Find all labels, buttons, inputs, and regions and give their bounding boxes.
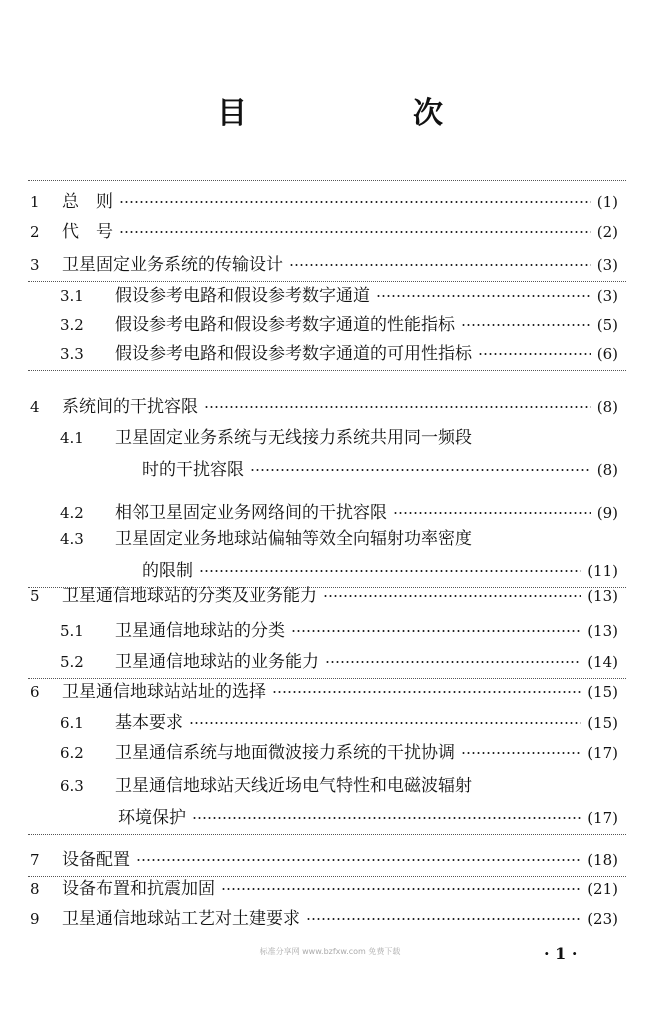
toc-entry-label: 卫星通信地球站的分类及业务能力 xyxy=(62,586,317,606)
toc-entry-page: (6) xyxy=(596,345,618,363)
dot-leader xyxy=(461,751,581,755)
dot-leader xyxy=(192,816,581,820)
dot-leader xyxy=(323,594,581,598)
toc-entry xyxy=(0,848,660,872)
toc-entry-label: 假设参考电路和假设参考数字通道的性能指标 xyxy=(115,315,455,335)
toc-entry-number: 3 xyxy=(30,256,40,274)
toc-entry xyxy=(0,680,660,704)
dot-leader xyxy=(221,887,581,891)
toc-entry-label: 卫星通信地球站的分类 xyxy=(115,621,285,641)
toc-entry-label: 卫星通信地球站站址的选择 xyxy=(62,682,266,702)
section-divider xyxy=(28,281,626,282)
dot-leader xyxy=(376,294,591,298)
toc-entry xyxy=(0,253,660,277)
toc-entry-label: 代 号 xyxy=(62,222,113,242)
toc-entry xyxy=(0,426,660,450)
toc-entry-page: (23) xyxy=(587,910,618,928)
toc-entry-number: 4.1 xyxy=(60,429,84,447)
toc-entry xyxy=(0,650,660,674)
toc-entry-number: 5.1 xyxy=(60,622,84,640)
toc-entry xyxy=(0,711,660,735)
toc-entry-number: 5.2 xyxy=(60,653,84,671)
section-divider xyxy=(28,834,626,835)
toc-entry-label: 假设参考电路和假设参考数字通道 xyxy=(115,286,370,306)
dot-leader xyxy=(306,917,581,921)
toc-entry xyxy=(0,313,660,337)
toc-entry-label: 设备布置和抗震加固 xyxy=(62,879,215,899)
toc-entry-number: 9 xyxy=(30,910,40,928)
toc-entry-number: 4.3 xyxy=(60,530,84,548)
toc-entry-number: 2 xyxy=(30,223,40,241)
toc-entry xyxy=(0,190,660,214)
toc-entry-page: (14) xyxy=(587,653,618,671)
toc-entry-page: (13) xyxy=(587,587,618,605)
toc-entry-label: 卫星固定业务地球站偏轴等效全向辐射功率密度 xyxy=(115,529,472,549)
toc-entry-page: (17) xyxy=(587,809,618,827)
section-divider xyxy=(28,678,626,679)
toc-entry xyxy=(0,527,660,551)
toc-entry-label: 卫星通信系统与地面微波接力系统的干扰协调 xyxy=(115,743,455,763)
toc-entry-page: (17) xyxy=(587,744,618,762)
toc-entry-continuation xyxy=(0,559,660,583)
toc-entry-number: 4 xyxy=(30,398,40,416)
dot-leader xyxy=(291,629,581,633)
toc-entry xyxy=(0,774,660,798)
toc-entry-number: 6.1 xyxy=(60,714,84,732)
dot-leader xyxy=(393,511,591,515)
toc-entry-number: 6 xyxy=(30,683,40,701)
dot-leader xyxy=(461,323,591,327)
dot-leader xyxy=(189,721,581,725)
toc-entry-label: 卫星固定业务系统的传输设计 xyxy=(62,255,283,275)
toc-entry-continuation xyxy=(0,458,660,482)
toc-entry-number: 3.2 xyxy=(60,316,84,334)
toc-entry-number: 3.1 xyxy=(60,287,84,305)
toc-entry-label: 系统间的干扰容限 xyxy=(62,397,198,417)
dot-leader xyxy=(136,858,581,862)
toc-entry-continuation xyxy=(0,806,660,830)
toc-title: 目 次 xyxy=(217,96,511,131)
toc-entry-label: 卫星通信地球站工艺对土建要求 xyxy=(62,909,300,929)
toc-entry xyxy=(0,907,660,931)
toc-entry-number: 1 xyxy=(30,193,40,211)
toc-entry xyxy=(0,342,660,366)
toc-entry-label: 卫星通信地球站的业务能力 xyxy=(115,652,319,672)
toc-entry xyxy=(0,284,660,308)
page-number: · 1 · xyxy=(544,944,578,963)
toc-entry-label: 相邻卫星固定业务网络间的干扰容限 xyxy=(115,503,387,523)
dot-leader xyxy=(325,660,581,664)
toc-entry-number: 7 xyxy=(30,851,40,869)
dot-leader xyxy=(119,230,591,234)
top-rule xyxy=(28,180,626,181)
toc-entry-page: (3) xyxy=(596,256,618,274)
toc-entry xyxy=(0,220,660,244)
toc-entry-label: 卫星通信地球站天线近场电气特性和电磁波辐射 xyxy=(115,776,472,796)
toc-entry-label: 总 则 xyxy=(62,192,113,212)
toc-entry-label-continued: 的限制 xyxy=(142,561,193,581)
toc-entry-label: 设备配置 xyxy=(62,850,130,870)
toc-entry xyxy=(0,877,660,901)
dot-leader xyxy=(250,468,591,472)
dot-leader xyxy=(478,352,591,356)
toc-entry xyxy=(0,395,660,419)
toc-entry-page: (18) xyxy=(587,851,618,869)
toc-entry-label-continued: 时的干扰容限 xyxy=(142,460,244,480)
toc-entry-page: (15) xyxy=(587,714,618,732)
toc-entry-page: (11) xyxy=(587,562,618,580)
toc-entry-number: 5 xyxy=(30,587,40,605)
toc-entry-number: 8 xyxy=(30,880,40,898)
toc-entry-label: 基本要求 xyxy=(115,713,183,733)
toc-entry-number: 6.3 xyxy=(60,777,84,795)
toc-entry xyxy=(0,584,660,608)
toc-entry-page: (2) xyxy=(596,223,618,241)
toc-entry-label-continued: 环境保护 xyxy=(118,808,186,828)
toc-entry-page: (3) xyxy=(596,287,618,305)
toc-entry-page: (8) xyxy=(596,398,618,416)
toc-entry xyxy=(0,741,660,765)
toc-entry-page: (8) xyxy=(596,461,618,479)
dot-leader xyxy=(119,200,591,204)
dot-leader xyxy=(289,263,591,267)
toc-entry xyxy=(0,501,660,525)
toc-entry-number: 4.2 xyxy=(60,504,84,522)
toc-entry-page: (1) xyxy=(596,193,618,211)
dot-leader xyxy=(199,569,581,573)
dot-leader xyxy=(204,405,591,409)
toc-entry-number: 3.3 xyxy=(60,345,84,363)
footer-watermark: 标准分享网 www.bzfxw.com 免费下载 xyxy=(259,947,401,956)
toc-entry-page: (13) xyxy=(587,622,618,640)
toc-entry-page: (5) xyxy=(596,316,618,334)
toc-entry xyxy=(0,619,660,643)
toc-entry-page: (21) xyxy=(587,880,618,898)
section-divider xyxy=(28,370,626,371)
dot-leader xyxy=(272,690,581,694)
toc-entry-label: 卫星固定业务系统与无线接力系统共用同一频段 xyxy=(115,428,472,448)
toc-entry-label: 假设参考电路和假设参考数字通道的可用性指标 xyxy=(115,344,472,364)
toc-entry-page: (15) xyxy=(587,683,618,701)
toc-entry-number: 6.2 xyxy=(60,744,84,762)
toc-entry-page: (9) xyxy=(596,504,618,522)
